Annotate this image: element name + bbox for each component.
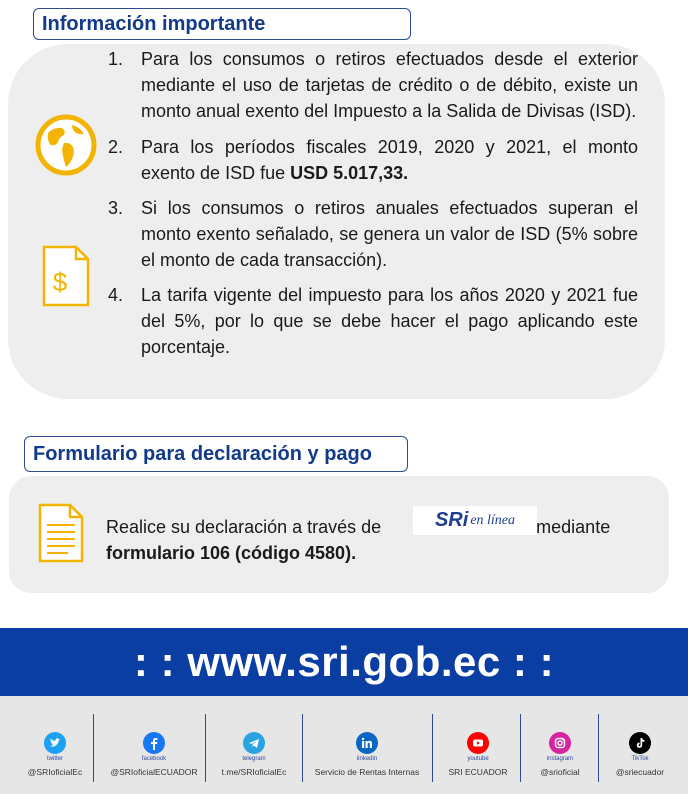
info-section-title: Información importante (33, 8, 411, 40)
divider (520, 714, 521, 782)
social-bar (0, 696, 688, 794)
divider (205, 714, 206, 782)
telegram-icon (243, 732, 265, 754)
list-item: 4. La tarifa vigente del impuesto para los años 2020 y 2021 fue del 5%, por lo que se debe hacer el pago aplicando este porcentaje. (108, 285, 638, 357)
form-number: formulario 106 (código 4580). (106, 543, 357, 563)
exempt-amount: USD 5.017,33. (290, 163, 409, 183)
svg-text:$: $ (52, 267, 68, 297)
facebook-icon (143, 732, 165, 754)
social-instagram[interactable]: instagram @srioficial (524, 696, 596, 794)
document-icon (38, 503, 84, 563)
list-item: 2. Para los períodos fiscales 2019, 2020 y 2021, el monto exento de ISD fue USD 5.017,33. (108, 137, 638, 183)
list-item: 1. Para los consumos o retiros efectuados desde el exterior mediante el uso de tarjetas de crédito o de débito, existe un monto anual exento del Impuesto a la Salida de Divisas (ISD). (108, 49, 638, 121)
form-instructions: Realice su declaración a través de mediante formulario 106 (código 4580). (106, 517, 611, 563)
social-facebook[interactable]: facebook @SRIoficialECUADOR (104, 696, 204, 794)
divider (302, 714, 303, 782)
linkedin-icon (356, 732, 378, 754)
twitter-icon (44, 732, 66, 754)
info-list (108, 46, 638, 360)
social-tiktok[interactable]: TikTok @sriecuador (602, 696, 678, 794)
divider (432, 714, 433, 782)
youtube-icon (467, 732, 489, 754)
globe-icon (34, 113, 98, 177)
instagram-icon (549, 732, 571, 754)
social-linkedin[interactable]: linkedin Servicio de Rentas Internas (305, 696, 429, 794)
divider (93, 714, 94, 782)
social-youtube[interactable]: youtube SRI ECUADOR (436, 696, 520, 794)
list-item: 3. Si los consumos o retiros anuales efectuados superan el monto exento señalado, se genera un valor de ISD (5% sobre el monto de cada transacción). (108, 198, 638, 270)
sri-en-linea-logo[interactable]: SRi en línea (413, 506, 537, 535)
form-section-title: Formulario para declaración y pago (24, 436, 408, 472)
divider (598, 714, 599, 782)
tiktok-icon (629, 732, 651, 754)
dollar-document-icon (42, 245, 90, 307)
social-telegram[interactable]: telegram t.me/SRIoficialEc (208, 696, 300, 794)
website-banner[interactable]: : : www.sri.gob.ec : : (0, 628, 688, 696)
social-twitter[interactable]: twitter @SRIoficialEc (14, 696, 96, 794)
